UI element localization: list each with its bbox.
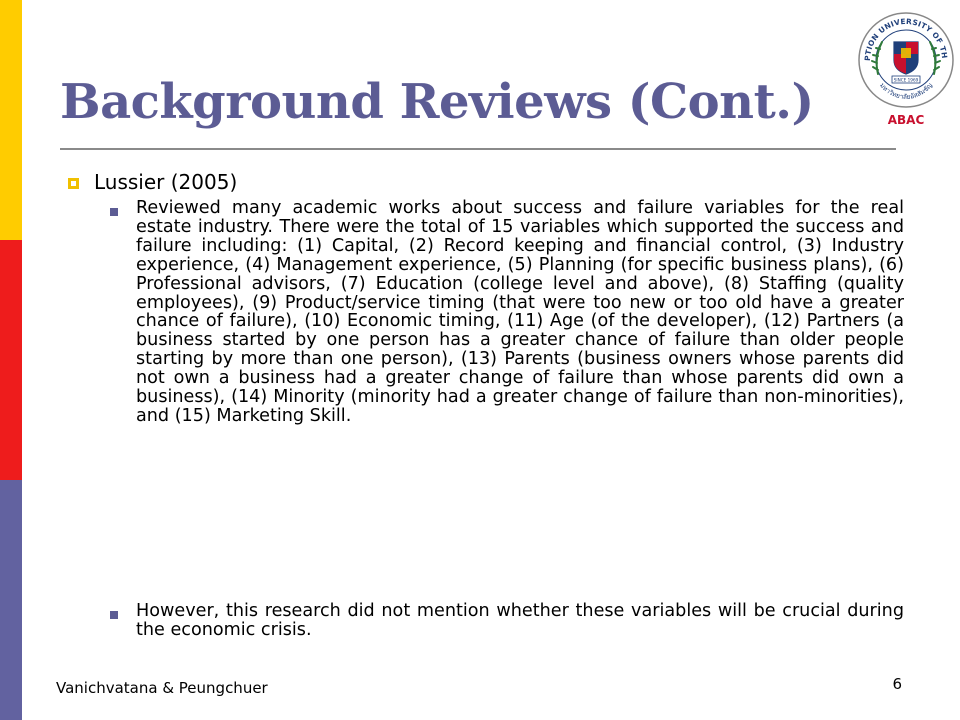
sub-bullet-1 (110, 199, 904, 426)
bullet-level1 (68, 170, 237, 194)
slide-title: Background Reviews (Cont.) (60, 74, 814, 130)
university-crest-icon (854, 8, 958, 130)
footer-authors: Vanichvatana & Peungchuer (56, 679, 268, 697)
logo-since: SINCE 1969 (893, 77, 919, 83)
university-logo (854, 8, 958, 130)
logo-text-top: PTION UNIVERSITY OF TH (862, 16, 950, 62)
page-number: 6 (892, 675, 902, 693)
title-divider (60, 148, 896, 150)
accent-bar-yellow (0, 0, 22, 240)
accent-bar-red (0, 240, 22, 480)
sub-bullet-icon (110, 611, 118, 619)
sub-bullet-icon (110, 208, 118, 216)
logo-badge: ABAC (887, 113, 925, 127)
sub-bullet-2 (110, 602, 904, 640)
sub-bullet-1-text: Reviewed many academic works about success and failure variables for the real estate industry. There were the total of 15 variables which supported the success and failure including: (1) Capital, (2) Record keeping and financial control, (3) Industry experience, (4) Management experience, (5) Planning (for specific business plans), (6) Professional advisors, (7) Education (college level and above), (8) Staffing (quality employees), (9) Product/service timing (that were too new or too old have a greater chance of failure), (10) Economic timing, (11) Age (of the developer), (12) Partners (a business started by one person has a greater chance of failure than older people starting by more than one person), (13) Parents (business owners whose parents did not own a business had a greater change of failure than whose parents did own a business), (14) Minority (minority had a greater change of failure than non-minorities), and (15) Marketing Skill. (136, 198, 904, 426)
square-bullet-icon (68, 178, 79, 189)
accent-bar-blue (0, 480, 22, 720)
sub-bullet-2-text: However, this research did not mention whether these variables will be crucial during the economic crisis. (136, 601, 904, 640)
logo-text-bottom: มหาวิทยาลัยอัสสัมชัญ (878, 81, 934, 101)
bullet-level1-text: Lussier (2005) (94, 170, 238, 194)
